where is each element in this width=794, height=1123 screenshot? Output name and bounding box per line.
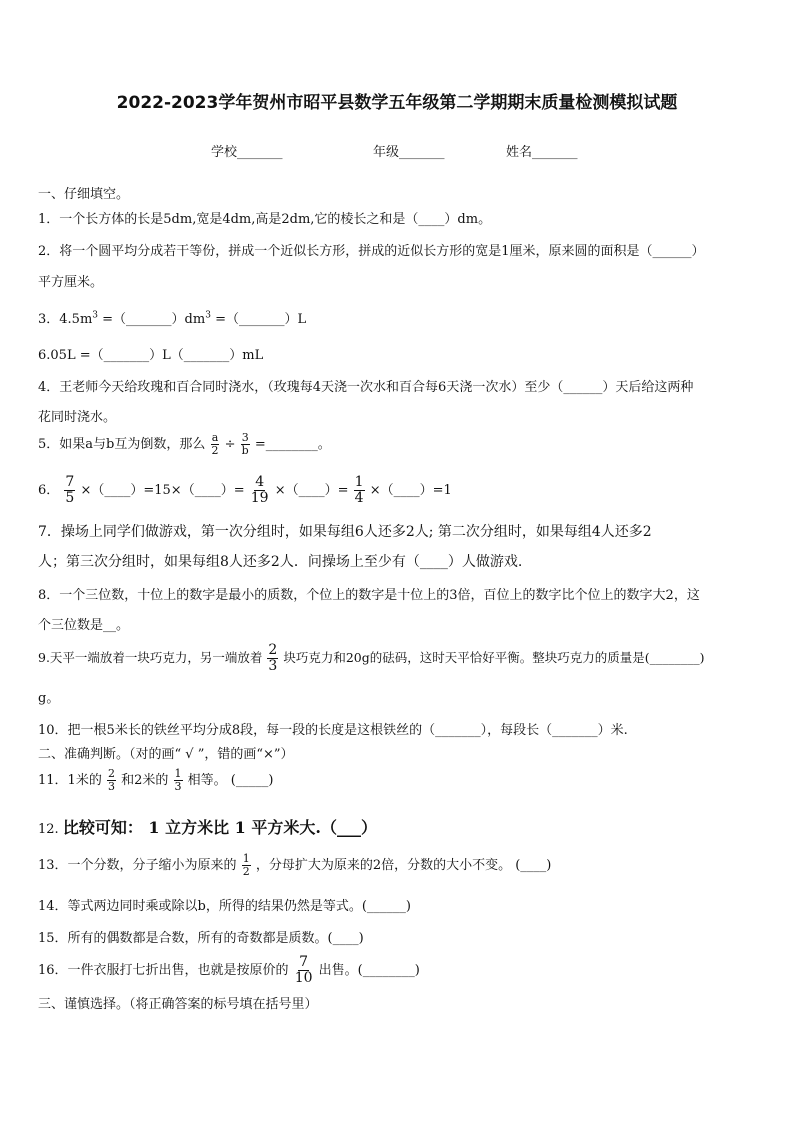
fraction: $\frac{1}{3}$ <box>174 767 182 793</box>
fraction: $\frac{3}{b}$ <box>241 431 249 457</box>
question-5: 5．如果a与b互为倒数，那么 $\frac{a}{2}$ ÷ $\frac{3}{b}$ =________。 <box>38 431 331 457</box>
grade-field: 年级_______ <box>373 145 445 160</box>
question-13: 13．一个分数，分子缩小为原来的 $\frac{1}{2}$ ，分母扩大为原来的2倍，分数的大小不变。 (____) <box>38 852 552 878</box>
page-title: 2022-2023学年贺州市昭平县数学五年级第二学期期末质量检测模拟试题 <box>116 93 678 113</box>
section-3-heading: 三、谨慎选择。（将正确答案的标号填在括号里） <box>38 997 318 1012</box>
school-field: 学校_______ <box>211 145 283 160</box>
question-4-line-2: 花同时浇水。 <box>38 410 117 425</box>
name-field: 姓名_______ <box>506 145 578 160</box>
question-12: 12. 比较可知： 1 立方米比 1 平方米大.（___） <box>38 818 377 837</box>
question-2-line-1: 2．将一个圆平均分成若干等份，拼成一个近似长方形，拼成的近似长方形的宽是1厘米，原来圆的面积是（______） <box>38 244 705 259</box>
question-16: 16．一件衣服打七折出售，也就是按原价的 $\frac{7}{10}$ 出售。(________) <box>38 954 420 986</box>
question-1: 1．一个长方体的长是5dm,宽是4dm,高是2dm,它的棱长之和是（____）dm。 <box>38 212 492 227</box>
question-8-line-1: 8．一个三位数，十位上的数字是最小的质数，个位上的数字是十位上的3倍，百位上的数字比个位上的数字大2，这 <box>38 588 700 603</box>
fraction: $\frac{a}{2}$ <box>211 431 219 457</box>
question-3-line-2: 6.05L =（_______）L（_______）mL <box>38 348 264 363</box>
question-9-line-1: 9.天平一端放着一块巧克力，另一端放着 $\frac{2}{3}$ 块巧克力和20g的砝码，这时天平恰好平衡。整块巧克力的质量是(________) <box>38 642 705 674</box>
section-1-heading: 一、仔细填空。 <box>38 187 130 202</box>
section-2-heading: 二、准确判断。（对的画“ √ ”，错的画“×”） <box>38 747 294 762</box>
question-2-line-2: 平方厘米。 <box>38 275 104 290</box>
question-3-line-1: 3．$4.5m^3$ $=(\_\_\_\_\_\_\_)dm^3$ =（_______）L <box>38 310 307 327</box>
question-6: 6． $\frac{7}{5}$ ×（____）=15×（____）= $\frac{4}{19}$ ×（____）= $\frac{1}{4}$ ×（____）=1 <box>38 474 452 506</box>
question-15: 15．所有的偶数都是合数，所有的奇数都是质数。(____) <box>38 931 364 946</box>
fraction: $\frac{7}{5}$ <box>65 474 75 506</box>
question-11: 11．1米的 $\frac{2}{3}$ 和2米的 $\frac{1}{3}$ 相等。 (_____) <box>38 767 274 793</box>
question-9-line-2: g。 <box>38 691 60 706</box>
question-10: 10．把一根5米长的铁丝平均分成8段，每一段的长度是这根铁丝的（_______），每段长（_______）米. <box>38 723 628 738</box>
fraction: $\frac{2}{3}$ <box>268 642 278 674</box>
fraction: $\frac{4}{19}$ <box>250 474 269 506</box>
fraction: $\frac{1}{2}$ <box>242 852 250 878</box>
question-4-line-1: 4．王老师今天给玫瑰和百合同时浇水，（玫瑰每4天浇一次水和百合每6天浇一次水）至少（______）天后给这两种 <box>38 380 694 395</box>
question-7-line-1: 7．操场上同学们做游戏，第一次分组时，如果每组6人还多2人; 第二次分组时，如果每组4人还多2 <box>38 524 652 540</box>
fraction: $\frac{7}{10}$ <box>294 954 313 986</box>
fraction: $\frac{1}{4}$ <box>354 474 364 506</box>
question-8-line-2: 个三位数是__。 <box>38 618 130 633</box>
question-7-line-2: 人；第三次分组时，如果每组8人还多2人．问操场上至少有（____）人做游戏. <box>38 554 523 570</box>
fraction: $\frac{2}{3}$ <box>107 767 115 793</box>
question-14: 14．等式两边同时乘或除以b，所得的结果仍然是等式。(______) <box>38 899 412 914</box>
